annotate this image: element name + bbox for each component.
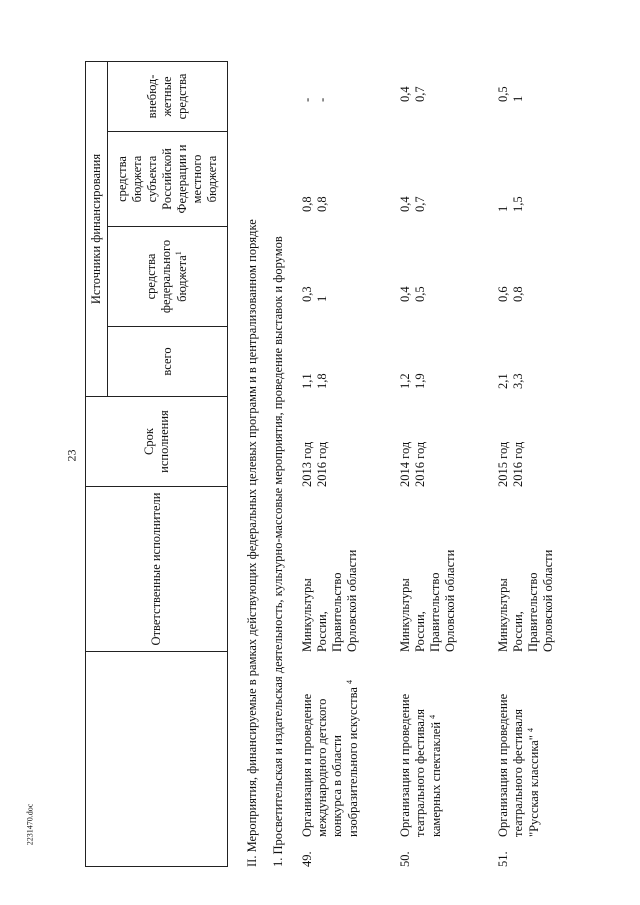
table-row	[496, 62, 586, 867]
header-empty-cell	[86, 652, 228, 867]
table-row	[300, 62, 390, 867]
regional-2: 0,7	[413, 196, 427, 212]
row-extra	[398, 62, 428, 102]
extra-2: -	[315, 97, 329, 102]
header-federal	[108, 227, 228, 327]
row-term	[496, 407, 526, 487]
extra-1: -	[300, 97, 314, 102]
header-total: всего	[108, 327, 228, 397]
extra-1: 0,5	[496, 86, 510, 102]
row-name	[398, 662, 444, 837]
row-regional	[300, 172, 330, 212]
federal-1: 0,4	[398, 286, 412, 302]
row-federal	[300, 262, 330, 302]
extra-2: 0,7	[413, 86, 427, 102]
header-federal-footnote: 1	[174, 251, 184, 256]
row-number: 49.	[300, 851, 314, 867]
table-row	[398, 62, 488, 867]
row-extra	[496, 62, 526, 102]
term-end: 2016 год	[511, 441, 525, 487]
header-sources: Источники финансирования	[86, 61, 108, 396]
row-number: 51.	[496, 851, 510, 867]
subsection-title: 1. Просветительская и издательская деятельность, культурно-массовые мероприятия, проведение выставок и форумов	[271, 236, 285, 867]
row-total	[496, 349, 526, 389]
row-name-text: Организация и проведение международного детского конкурса в области изобразительного искусства	[300, 687, 361, 837]
extra-1: 0,4	[398, 86, 412, 102]
regional-1: 1	[496, 205, 510, 212]
document-code: 2231470.doc	[25, 803, 35, 846]
header-executors: Ответственные исполнители	[86, 487, 228, 652]
federal-2: 0,8	[511, 286, 525, 302]
federal-1: 0,3	[300, 286, 314, 302]
extra-2: 1	[511, 95, 525, 102]
term-end: 2016 год	[413, 441, 427, 487]
regional-1: 0,8	[300, 196, 314, 212]
row-footnote: 4	[526, 727, 535, 732]
row-federal	[496, 262, 526, 302]
term-start: 2015 год	[496, 441, 510, 487]
federal-1: 0,6	[496, 286, 510, 302]
total-2: 1,9	[413, 373, 427, 389]
row-executor: Минкультуры России, Правительство Орловской области	[398, 549, 457, 652]
row-executor: Минкультуры России, Правительство Орловской области	[300, 549, 359, 652]
row-executor: Минкультуры России, Правительство Орловской области	[496, 549, 555, 652]
federal-2: 0,5	[413, 286, 427, 302]
total-1: 1,2	[398, 373, 412, 389]
total-1: 2,1	[496, 373, 510, 389]
row-term	[398, 407, 428, 487]
total-1: 1,1	[300, 373, 314, 389]
total-2: 1,8	[315, 373, 329, 389]
regional-1: 0,4	[398, 196, 412, 212]
row-extra	[300, 62, 330, 102]
row-term	[300, 407, 330, 487]
header-regional: средства бюджета субъекта Российской Федерации и местного бюджета	[108, 132, 228, 227]
row-federal	[398, 262, 428, 302]
header-table	[85, 61, 228, 867]
section-title: II. Мероприятия, финансируемые в рамках действующих федеральных целевых программ и в централизованном порядке	[245, 219, 259, 867]
term-end: 2016 год	[315, 441, 329, 487]
header-federal-label: средства федерального бюджета	[144, 239, 190, 314]
row-total	[398, 349, 428, 389]
row-regional	[398, 172, 428, 212]
row-footnote: 4	[345, 679, 354, 684]
term-start: 2013 год	[300, 441, 314, 487]
term-start: 2014 год	[398, 441, 412, 487]
regional-2: 0,8	[315, 196, 329, 212]
rotated-table-sheet	[85, 62, 555, 867]
row-name	[496, 662, 542, 837]
federal-2: 1	[315, 295, 329, 302]
row-name	[300, 662, 361, 837]
row-total	[300, 349, 330, 389]
row-name-text: Организация и проведение театрального фестиваля камерных спектаклей	[398, 693, 444, 837]
row-name-text: Организация и проведение театрального фестиваля "Русская классика"	[496, 693, 542, 837]
header-extra: внебюд-жетные средства	[108, 61, 228, 131]
total-2: 3,3	[511, 373, 525, 389]
row-number: 50.	[398, 851, 412, 867]
header-term: Срок исполнения	[86, 397, 228, 487]
row-regional	[496, 172, 526, 212]
row-footnote: 4	[428, 714, 437, 719]
regional-2: 1,5	[511, 196, 525, 212]
page-number: 23	[64, 449, 79, 462]
